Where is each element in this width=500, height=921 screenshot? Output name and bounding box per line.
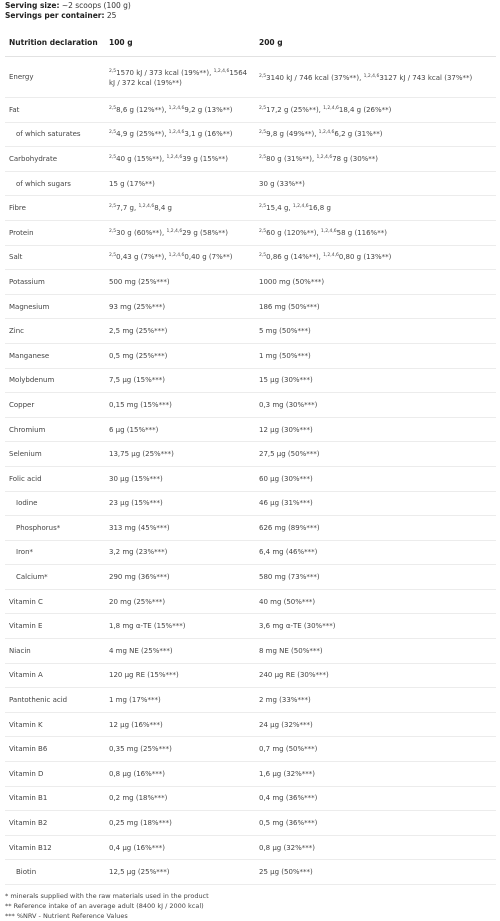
value-200g (255, 196, 496, 221)
value-text: 15 µg (30%***) (259, 376, 313, 385)
value-text: 313 mg (45%***) (109, 523, 170, 532)
servings-per-container: Servings per container: 25 (5, 11, 117, 20)
table-row (5, 614, 496, 639)
value-text: 626 mg (89%***) (259, 523, 320, 532)
value-200g (255, 835, 496, 860)
value-200g (255, 811, 496, 836)
source-reference: 1,2,4,6 (138, 204, 155, 210)
nutrient-name: Biotin (5, 860, 105, 885)
nutrient-name: Vitamin K (5, 712, 105, 737)
value-200g (255, 57, 496, 98)
table-row (5, 393, 496, 418)
table-row (5, 835, 496, 860)
value-text: 12,5 µg (25%***) (109, 868, 170, 877)
value-200g (255, 122, 496, 147)
table-row (5, 196, 496, 221)
value-text: 27,5 µg (50%***) (259, 450, 320, 459)
nutrient-name: Pantothenic acid (5, 688, 105, 713)
value-text: 5 mg (50%***) (259, 327, 311, 336)
value-text: 6 µg (15%***) (109, 425, 159, 434)
table-row (5, 540, 496, 565)
table-row (5, 122, 496, 147)
value-text: 1 mg (50%***) (259, 351, 311, 360)
source-reference: 1,2,4,6 (168, 253, 185, 259)
value-text: 580 mg (73%***) (259, 573, 320, 582)
value-text: 0,25 mg (18%***) (109, 819, 172, 828)
nutrient-name: Energy (5, 57, 105, 98)
table-row (5, 860, 496, 885)
source-reference: 2,5 (109, 228, 117, 234)
value-text: 1,6 µg (32%***) (259, 769, 315, 778)
value-200g (255, 368, 496, 393)
nutrient-name: Vitamin C (5, 589, 105, 614)
nutrient-name: Calcium* (5, 565, 105, 590)
source-reference: 2,5 (109, 130, 117, 136)
value-text: 3,2 mg (23%***) (109, 548, 168, 557)
footnotes (5, 891, 496, 921)
value-200g (255, 786, 496, 811)
nutrient-name: Fat (5, 98, 105, 123)
value-100g (105, 270, 255, 295)
table-row (5, 294, 496, 319)
value-text: 7,7 g, (116, 204, 139, 213)
value-100g (105, 442, 255, 467)
value-text: 18,4 g (26%**) (338, 105, 392, 114)
header-nutrition-declaration: Nutrition declaration (5, 34, 105, 57)
value-100g (105, 835, 255, 860)
value-text: 3,6 mg α-TE (30%***) (259, 622, 336, 631)
source-reference: 2,5 (259, 73, 267, 79)
value-100g (105, 516, 255, 541)
value-100g (105, 663, 255, 688)
nutrient-name: Protein (5, 220, 105, 245)
table-row (5, 516, 496, 541)
value-100g (105, 811, 255, 836)
value-200g (255, 614, 496, 639)
table-row (5, 491, 496, 516)
value-text: 8,6 g (12%**), (116, 105, 169, 114)
source-reference: 1,2,4,6 (363, 73, 380, 79)
source-reference: 1,2,4,6 (213, 68, 230, 74)
header-200g: 200 g (255, 34, 496, 57)
value-text: 60 µg (30%***) (259, 474, 313, 483)
nutrient-name: Vitamin B2 (5, 811, 105, 836)
table-row (5, 245, 496, 270)
value-text: 39 g (15%**) (182, 154, 229, 163)
value-100g (105, 860, 255, 885)
nutrient-name: Iron* (5, 540, 105, 565)
value-text: 6,4 mg (46%***) (259, 548, 318, 557)
value-text: 12 µg (30%***) (259, 425, 313, 434)
nutrient-name: Phosphorus* (5, 516, 105, 541)
value-100g (105, 98, 255, 123)
table-row (5, 786, 496, 811)
table-row (5, 565, 496, 590)
source-reference: 1,2,4,6 (323, 105, 339, 111)
nutrient-name: Manganese (5, 343, 105, 368)
table-row (5, 98, 496, 123)
value-text: 8,4 g (154, 204, 172, 213)
nutrient-name: Selenium (5, 442, 105, 467)
value-200g (255, 540, 496, 565)
table-row (5, 589, 496, 614)
nutrient-name: Vitamin B12 (5, 835, 105, 860)
value-text: 0,8 µg (16%***) (109, 769, 165, 778)
value-text: 46 µg (31%***) (259, 499, 313, 508)
source-reference: 2,5 (259, 253, 267, 259)
nutrient-name: Magnesium (5, 294, 105, 319)
value-200g (255, 737, 496, 762)
table-header-row (5, 34, 496, 57)
value-text: 3,1 g (16%**) (184, 130, 233, 139)
source-reference: 2,5 (259, 204, 267, 210)
value-text: 17,2 g (25%**), (266, 105, 324, 114)
value-text: 78 g (30%**) (332, 154, 379, 163)
value-200g (255, 393, 496, 418)
value-100g (105, 712, 255, 737)
value-200g (255, 245, 496, 270)
value-text: 2 mg (33%***) (259, 696, 311, 705)
table-row (5, 368, 496, 393)
nutrient-name: of which sugars (5, 171, 105, 196)
value-100g (105, 565, 255, 590)
nutrition-table-body (5, 57, 496, 885)
source-reference: 2,5 (109, 253, 117, 259)
value-text: 40 mg (50%***) (259, 597, 316, 606)
value-text: 6,2 g (31%**) (334, 130, 383, 139)
table-row (5, 663, 496, 688)
value-100g (105, 393, 255, 418)
value-text: 0,5 mg (36%***) (259, 819, 318, 828)
value-text: 1 mg (17%***) (109, 696, 161, 705)
value-text: 15,4 g, (266, 204, 293, 213)
value-200g (255, 171, 496, 196)
nutrient-name: Fibre (5, 196, 105, 221)
value-text: 1564 kJ / 372 kcal (19%**) (109, 68, 248, 87)
value-text: 9,8 g (49%**), (266, 130, 319, 139)
value-200g (255, 516, 496, 541)
source-reference: 2,5 (259, 105, 267, 111)
value-text: 1,8 mg α-TE (15%***) (109, 622, 186, 631)
table-row (5, 319, 496, 344)
value-text: 30 µg (15%***) (109, 474, 163, 483)
value-text: 0,15 mg (15%***) (109, 400, 172, 409)
table-row (5, 466, 496, 491)
value-text: 15 g (17%**) (109, 179, 155, 188)
value-text: 12 µg (16%***) (109, 720, 163, 729)
value-text: 0,4 mg (36%***) (259, 794, 318, 803)
table-row (5, 688, 496, 713)
source-reference: 2,5 (259, 130, 267, 136)
table-row (5, 147, 496, 172)
value-text: 240 µg RE (30%***) (259, 671, 329, 680)
value-text: 7,5 µg (15%***) (109, 376, 165, 385)
value-100g (105, 57, 255, 98)
value-100g (105, 196, 255, 221)
table-row (5, 712, 496, 737)
value-100g (105, 614, 255, 639)
value-200g (255, 270, 496, 295)
table-row (5, 762, 496, 787)
source-reference: 1,2,4,6 (292, 204, 309, 210)
value-100g (105, 491, 255, 516)
value-100g (105, 319, 255, 344)
serving-info (5, 0, 496, 21)
value-200g (255, 466, 496, 491)
value-200g (255, 343, 496, 368)
value-100g (105, 762, 255, 787)
table-row (5, 737, 496, 762)
value-100g (105, 147, 255, 172)
value-text: 290 mg (36%***) (109, 573, 170, 582)
value-text: 4 mg NE (25%***) (109, 646, 173, 655)
nutrient-name: Vitamin A (5, 663, 105, 688)
value-text: 0,80 g (13%**) (338, 253, 392, 262)
value-100g (105, 540, 255, 565)
source-reference: 2,5 (109, 68, 117, 74)
nutrient-name: Zinc (5, 319, 105, 344)
value-200g (255, 688, 496, 713)
value-text: 2,5 mg (25%***) (109, 327, 168, 336)
value-text: 1570 kJ / 373 kcal (19%**), (116, 68, 214, 77)
value-text: 186 mg (50%***) (259, 302, 320, 311)
value-text: 0,35 mg (25%***) (109, 745, 172, 754)
table-row (5, 417, 496, 442)
value-text: 0,86 g (14%**), (266, 253, 324, 262)
source-reference: 2,5 (259, 154, 267, 160)
nutrient-name: Molybdenum (5, 368, 105, 393)
value-200g (255, 565, 496, 590)
value-100g (105, 294, 255, 319)
header-100g: 100 g (105, 34, 255, 57)
value-100g (105, 589, 255, 614)
nutrient-name: Folic acid (5, 466, 105, 491)
value-text: 13,75 µg (25%***) (109, 450, 174, 459)
value-200g (255, 639, 496, 664)
source-reference: 1,2,4,6 (320, 228, 337, 234)
value-200g (255, 860, 496, 885)
value-text: 25 µg (50%***) (259, 868, 313, 877)
value-text: 40 g (15%**), (116, 154, 167, 163)
footnote: * minerals supplied with the raw materials used in the product (5, 892, 209, 900)
value-text: 20 mg (25%***) (109, 597, 166, 606)
value-200g (255, 319, 496, 344)
value-100g (105, 122, 255, 147)
value-text: 500 mg (25%***) (109, 277, 170, 286)
value-text: 80 g (31%**), (266, 154, 317, 163)
source-reference: 1,2,4,6 (316, 154, 333, 160)
nutrient-name: Potassium (5, 270, 105, 295)
value-200g (255, 147, 496, 172)
value-text: 3127 kJ / 743 kcal (37%**) (379, 73, 473, 82)
nutrient-name: Copper (5, 393, 105, 418)
nutrition-table (5, 34, 496, 885)
serving-size: Serving size: ~2 scoops (100 g) (5, 1, 131, 10)
nutrient-name: Vitamin E (5, 614, 105, 639)
value-text: 0,43 g (7%**), (116, 253, 169, 262)
value-text: 29 g (58%**) (182, 228, 229, 237)
nutrient-name: Vitamin D (5, 762, 105, 787)
value-text: 9,2 g (13%**) (184, 105, 233, 114)
value-200g (255, 663, 496, 688)
source-reference: 2,5 (109, 204, 117, 210)
footnote: *** %NRV - Nutrient Reference Values (5, 912, 128, 920)
value-100g (105, 368, 255, 393)
value-100g (105, 786, 255, 811)
table-row (5, 442, 496, 467)
table-row (5, 57, 496, 98)
value-200g (255, 417, 496, 442)
value-200g (255, 442, 496, 467)
source-reference: 1,2,4,6 (166, 228, 183, 234)
nutrient-name: Carbohydrate (5, 147, 105, 172)
value-200g (255, 712, 496, 737)
source-reference: 2,5 (109, 105, 117, 111)
value-100g (105, 220, 255, 245)
value-text: 1000 mg (50%***) (259, 277, 325, 286)
source-reference: 1,2,4,6 (318, 130, 335, 136)
nutrient-name: Iodine (5, 491, 105, 516)
value-100g (105, 171, 255, 196)
value-text: 58 g (116%**) (336, 228, 387, 237)
footnote: ** Reference intake of an average adult (8400 kJ / 2000 kcal) (5, 902, 204, 910)
value-100g (105, 466, 255, 491)
source-reference: 1,2,4,6 (168, 105, 185, 111)
nutrient-name: Vitamin B6 (5, 737, 105, 762)
value-text: 4,9 g (25%**), (116, 130, 169, 139)
value-100g (105, 737, 255, 762)
value-text: 0,4 µg (16%***) (109, 843, 165, 852)
table-row (5, 811, 496, 836)
value-text: 23 µg (15%***) (109, 499, 163, 508)
value-100g (105, 688, 255, 713)
value-text: 0,3 mg (30%***) (259, 400, 318, 409)
value-text: 60 g (120%**), (266, 228, 321, 237)
nutrient-name: Niacin (5, 639, 105, 664)
value-200g (255, 491, 496, 516)
value-200g (255, 294, 496, 319)
table-row (5, 220, 496, 245)
value-200g (255, 220, 496, 245)
nutrient-name: of which saturates (5, 122, 105, 147)
value-text: 0,5 mg (25%***) (109, 351, 168, 360)
source-reference: 1,2,4,6 (323, 253, 339, 259)
source-reference: 2,5 (259, 228, 267, 234)
source-reference: 1,2,4,6 (168, 130, 185, 136)
value-text: 0,8 µg (32%***) (259, 843, 315, 852)
value-text: 24 µg (32%***) (259, 720, 313, 729)
value-text: 0,7 mg (50%***) (259, 745, 318, 754)
source-reference: 2,5 (109, 154, 117, 160)
value-text: 93 mg (25%***) (109, 302, 166, 311)
value-200g (255, 98, 496, 123)
table-row (5, 639, 496, 664)
table-row (5, 270, 496, 295)
value-text: 30 g (60%**), (116, 228, 167, 237)
nutrient-name: Chromium (5, 417, 105, 442)
table-row (5, 343, 496, 368)
value-text: 8 mg NE (50%***) (259, 646, 323, 655)
table-row (5, 171, 496, 196)
value-100g (105, 245, 255, 270)
value-100g (105, 343, 255, 368)
value-text: 3140 kJ / 746 kcal (37%**), (266, 73, 364, 82)
value-text: 0,40 g (7%**) (184, 253, 233, 262)
value-200g (255, 762, 496, 787)
nutrient-name: Vitamin B1 (5, 786, 105, 811)
value-text: 16,8 g (308, 204, 331, 213)
value-text: 120 µg RE (15%***) (109, 671, 179, 680)
value-text: 0,2 mg (18%***) (109, 794, 168, 803)
value-100g (105, 639, 255, 664)
nutrient-name: Salt (5, 245, 105, 270)
source-reference: 1,2,4,6 (166, 154, 183, 160)
value-text: 30 g (33%**) (259, 179, 305, 188)
value-100g (105, 417, 255, 442)
value-200g (255, 589, 496, 614)
